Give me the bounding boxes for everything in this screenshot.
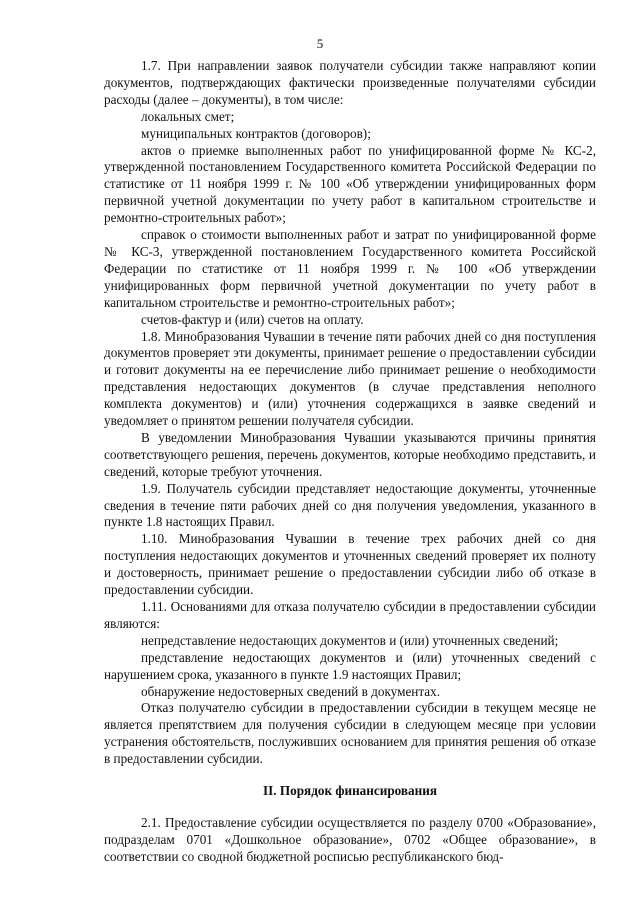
paragraph: 1.8. Минобразования Чувашии в течение пяти рабочих дней со дня поступления документов проверяет эти документы, принимает решение о предоставлении субсидии и готовит документы на ее перечисление либо принимает решение о необходимости представления недостающих документов (в случае представления неполного комплекта документов) и (или) уточнения содержащихся в заявке сведений и уведомляет о принятом решении получателя субсидии.	[104, 328, 596, 429]
paragraph: счетов-фактур и (или) счетов на оплату.	[141, 311, 364, 327]
paragraph: обнаружение недостоверных сведений в документах.	[141, 683, 441, 699]
paragraph: 1.10. Минобразования Чувашии в течение трех рабочих дней со дня поступления недостающих документов и уточненных сведений проверяет их полноту и достоверность, принимает решение о предоставлении субсидии либо об отказе в предоставлении субсидии.	[104, 531, 596, 598]
page-number: 5	[316, 36, 324, 51]
section-heading: II. Порядок финансирования	[263, 783, 437, 799]
paragraph: справок о стоимости выполненных работ и затрат по унифицированной форме № КС-3, утвержденной постановлением Государственного комитета Российской Федерации по статистике от 11 ноября 1999 г. № 100 «Об утверждении унифицированных форм первичной учетной документации по учету работ в капитальном строительстве и ремонтно-строительных работ»;	[104, 227, 596, 310]
paragraph: В уведомлении Минобразования Чувашии указываются причины принятия соответствующего решения, перечень документов, которые необходимо представить, и сведений, которые требуют уточнения.	[104, 429, 596, 479]
document-body	[104, 58, 596, 866]
paragraph: непредставление недостающих документов и (или) уточненных сведений;	[141, 632, 559, 648]
paragraph: представление недостающих документов и (или) уточненных сведений с нарушением срока, указанного в пункте 1.9 настоящих Правил;	[104, 649, 596, 682]
paragraph: локальных смет;	[141, 108, 235, 124]
paragraph: Отказ получателю субсидии в предоставлении субсидии в текущем месяце не является препятствием для получения субсидии в следующем месяце при условии устранения обстоятельств, послуживших основанием для принятия решения об отказе в предоставлении субсидии.	[104, 700, 596, 767]
paragraph: муниципальных контрактов (договоров);	[141, 125, 371, 141]
paragraph: 1.11. Основаниями для отказа получателю субсидии в предоставлении субсидии являются:	[104, 599, 596, 631]
paragraph: актов о приемке выполненных работ по унифицированной форме № КС-2, утвержденной постановлением Государственного комитета Российской Федерации по статистике от 11 ноября 1999 г. № 100 «Об утверждении унифицированных форм первичной учетной документации по учету работ в капитальном строительстве и ремонтно-строительных работ»;	[104, 142, 596, 226]
paragraph: 1.7. При направлении заявок получатели субсидии также направляют копии документов, подтверждающих фактически произведенные получателями субсидии расходы (далее – документы), в том числе:	[104, 58, 596, 107]
paragraph: 2.1. Предоставление субсидии осуществляется по разделу 0700 «Образование», подразделам 0701 «Дошкольное образование», 0702 «Общее образование», в соответствии со сводной бюджетной росписью республиканского бюд-	[104, 814, 596, 864]
paragraph: 1.9. Получатель субсидии представляет недостающие документы, уточненные сведения в течение пяти рабочих дней со дня получения уведомления, указанного в пункте 1.8 настоящих Правил.	[104, 480, 596, 530]
